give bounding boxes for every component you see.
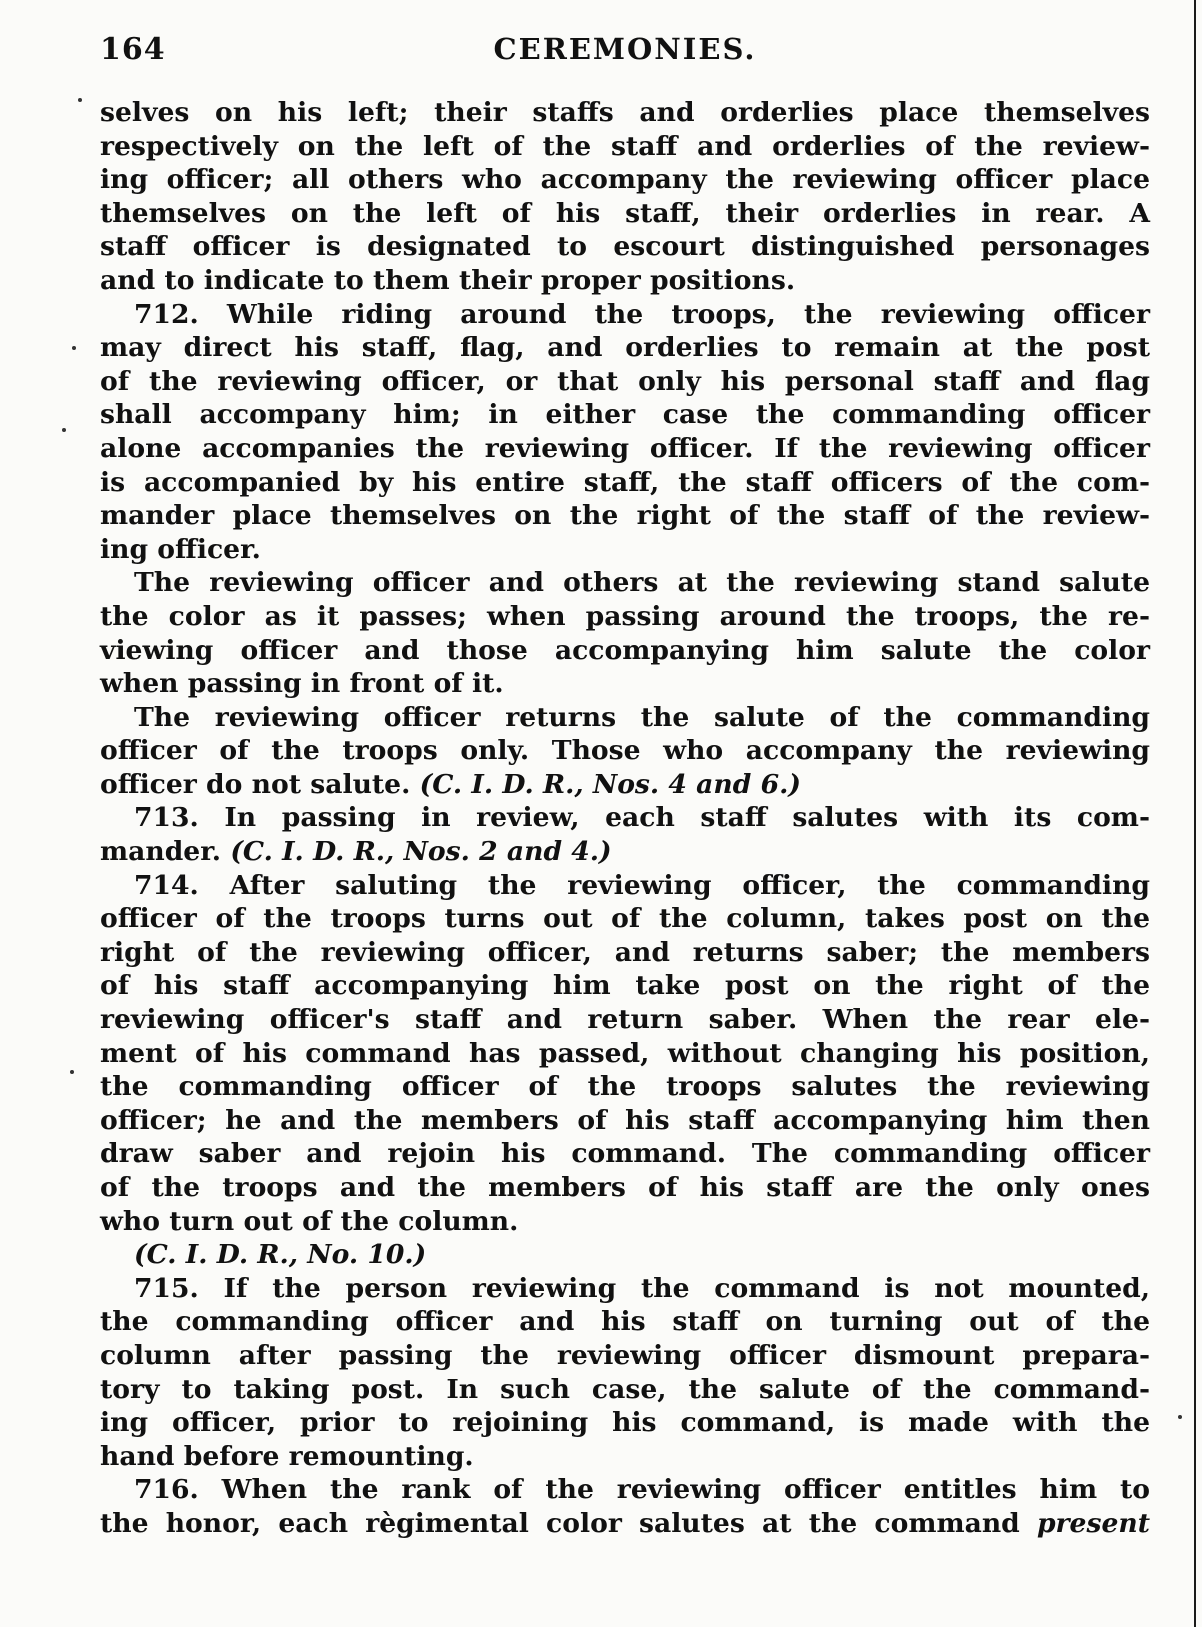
text-line: mander place themselves on the right of the staff of the review- xyxy=(100,500,1150,532)
text-line: reviewing officer's staff and return saber. When the rear ele- xyxy=(100,1004,1150,1036)
paragraph-number: 713. xyxy=(134,802,199,834)
citation: present xyxy=(1036,1507,1150,1539)
text-line: tory to taking post. In such case, the salute of the command- xyxy=(100,1373,1150,1405)
text-line: officer do not salute. (C. I. D. R., Nos. 4 and 6.) xyxy=(100,768,801,800)
text-line: when passing in front of it. xyxy=(100,668,504,700)
text-line: the honor, each règimental color salutes at the command present xyxy=(100,1507,1150,1539)
scan-speck xyxy=(78,98,82,102)
page-number: 164 xyxy=(100,32,166,67)
citation: (C. I. D. R., No. 10.) xyxy=(134,1239,427,1271)
scan-speck xyxy=(62,428,66,432)
text-line: ing officer; all others who accompany the reviewing officer place xyxy=(100,164,1150,196)
page-edge-shadow xyxy=(1194,0,1196,1627)
text-line: is accompanied by his entire staff, the staff officers of the com- xyxy=(100,466,1150,498)
text-line: mander. (C. I. D. R., Nos. 2 and 4.) xyxy=(100,836,612,868)
paragraph-712: 712. While riding around the troops, the reviewing officer xyxy=(134,298,1150,330)
paragraph-716: 716. When the rank of the reviewing officer entitles him to xyxy=(134,1474,1150,1506)
text-line: viewing officer and those accompanying him salute the color xyxy=(100,634,1150,666)
text-line: ment of his command has passed, without changing his position, xyxy=(100,1037,1150,1069)
text-line: ing officer. xyxy=(100,533,261,565)
text-line: of his staff accompanying him take post on the right of the xyxy=(100,970,1150,1002)
paragraph-number: 715. xyxy=(134,1272,199,1304)
scan-speck xyxy=(1178,1415,1182,1419)
text-line xyxy=(100,1238,1150,1272)
scan-speck xyxy=(70,1070,74,1074)
text-line: The reviewing officer and others at the reviewing stand salute xyxy=(134,567,1150,599)
text-line: the commanding officer of the troops salutes the reviewing xyxy=(100,1071,1150,1103)
paragraph-715: 715. If the person reviewing the command is not mounted, xyxy=(134,1272,1150,1304)
paragraph-number: 714. xyxy=(134,869,199,901)
paragraph-number: 716. xyxy=(134,1474,199,1506)
citation: (C. I. D. R., Nos. 4 and 6.) xyxy=(419,768,801,800)
text-line: the commanding officer and his staff on turning out of the xyxy=(100,1306,1150,1338)
text-line: and to indicate to them their proper positions. xyxy=(100,264,796,296)
text-line: themselves on the left of his staff, their orderlies in rear. A xyxy=(100,197,1150,229)
text-line: alone accompanies the reviewing officer. If the reviewing officer xyxy=(100,432,1150,464)
text-line: column after passing the reviewing officer dismount prepara- xyxy=(100,1339,1150,1371)
body-text xyxy=(100,96,1150,1541)
text-line: The reviewing officer returns the salute of the commanding xyxy=(134,701,1150,733)
text-line: officer of the troops turns out of the column, takes post on the xyxy=(100,903,1150,935)
page-header xyxy=(100,32,1150,76)
text-line: who turn out of the column. xyxy=(100,1205,519,1237)
text-line: staff officer is designated to escourt distinguished personages xyxy=(100,231,1150,263)
text-line: officer of the troops only. Those who accompany the reviewing xyxy=(100,735,1150,767)
text-line: may direct his staff, flag, and orderlies to remain at the post xyxy=(100,332,1150,364)
text-line: selves on his left; their staffs and orderlies place themselves xyxy=(100,97,1150,128)
text-line: officer; he and the members of his staff accompanying him then xyxy=(100,1104,1150,1136)
text-line: shall accompany him; in either case the commanding officer xyxy=(100,399,1150,431)
text-line: hand before remounting. xyxy=(100,1440,474,1472)
text-line: right of the reviewing officer, and returns saber; the members xyxy=(100,936,1150,968)
text-line: of the troops and the members of his staff are the only ones xyxy=(100,1172,1150,1203)
text-line: respectively on the left of the staff and orderlies of the review- xyxy=(100,130,1150,162)
scan-speck xyxy=(72,346,76,350)
running-head: CEREMONIES. xyxy=(493,32,757,66)
paragraph-714: 714. After saluting the reviewing officer, the commanding xyxy=(134,869,1150,901)
paragraph-number: 712. xyxy=(134,298,199,330)
text-line: ing officer, prior to rejoining his command, is made with the xyxy=(100,1407,1150,1439)
text-line: draw saber and rejoin his command. The commanding officer xyxy=(100,1138,1150,1170)
citation: (C. I. D. R., Nos. 2 and 4.) xyxy=(230,836,612,868)
text-line: the color as it passes; when passing around the troops, the re- xyxy=(100,600,1150,632)
paragraph-713: 713. In passing in review, each staff salutes with its com- xyxy=(134,802,1150,834)
text-line: of the reviewing officer, or that only his personal staff and flag xyxy=(100,365,1150,397)
